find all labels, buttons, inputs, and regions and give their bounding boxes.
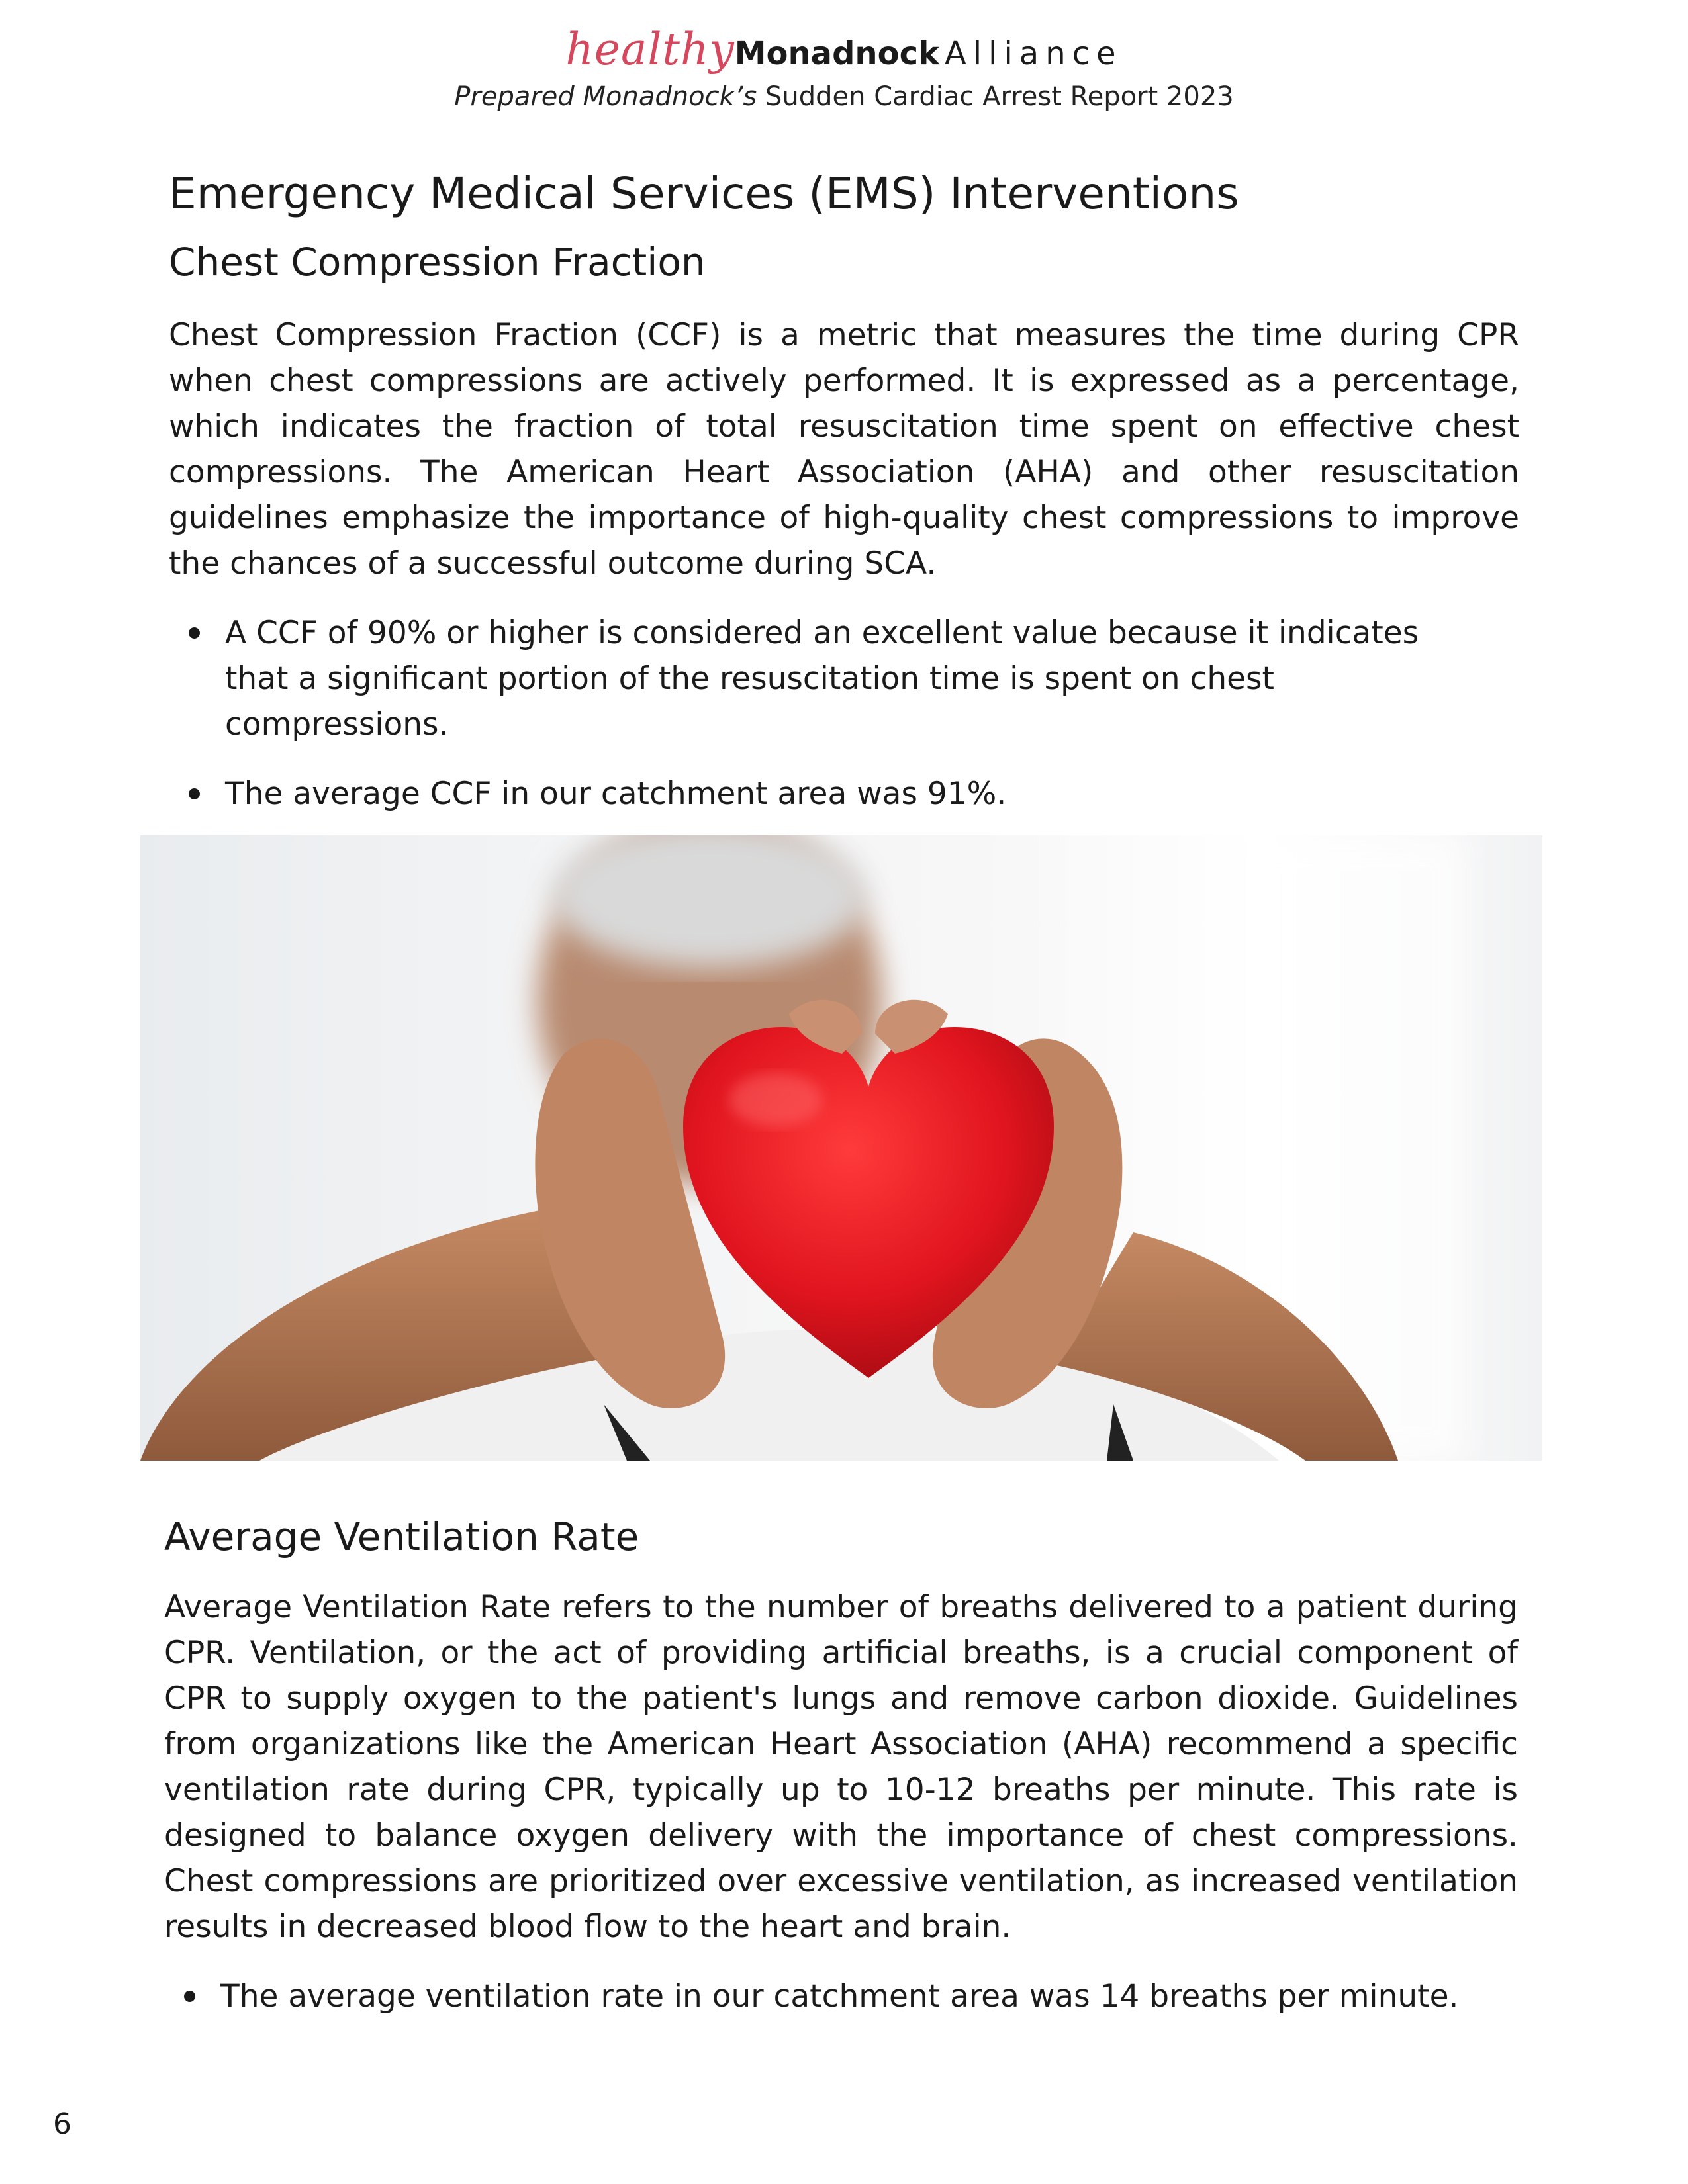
logo-bold-text: Monadnock bbox=[734, 35, 939, 72]
logo-light-text: Alliance bbox=[944, 35, 1123, 72]
bullet-icon bbox=[189, 627, 200, 639]
ventilation-section bbox=[164, 1510, 1518, 2019]
logo bbox=[0, 26, 1688, 77]
subtitle-italic: Prepared Monadnock’s bbox=[454, 81, 757, 112]
logo-script-text: healthy bbox=[565, 24, 735, 75]
heart-highlight bbox=[729, 1073, 822, 1126]
ccf-paragraph: Chest Compression Fraction (CCF) is a metric that measures the time during CPR when chest compressions are actively performed. It is expressed as a percentage, which indicates the fraction of total resuscitation time spent on effective chest compressions. The American Heart Association (AHA) and other resuscitation guidelines emphasize the importance of high-quality chest compressions to improve the chances of a successful outcome during SCA. bbox=[169, 317, 1519, 582]
ccf-bullet-list bbox=[169, 610, 1479, 817]
bullet-icon bbox=[184, 1991, 195, 2002]
heart-photo bbox=[140, 835, 1542, 1461]
page-number: 6 bbox=[53, 2107, 71, 2141]
page-header bbox=[0, 26, 1688, 114]
list-item: The average ventilation rate in our catchment area was 14 breaths per minute. bbox=[164, 1974, 1515, 2019]
ccf-heading: Chest Compression Fraction bbox=[169, 240, 706, 285]
heart-photo-icon bbox=[140, 835, 1542, 1461]
ventilation-bullet-list bbox=[164, 1974, 1515, 2019]
list-item: The average CCF in our catchment area was 91%. bbox=[169, 771, 1479, 817]
ventilation-heading: Average Ventilation Rate bbox=[164, 1514, 639, 1559]
bullet-icon bbox=[189, 788, 200, 799]
section-title: Emergency Medical Services (EMS) Interventions bbox=[169, 168, 1239, 219]
ccf-section bbox=[169, 164, 1519, 817]
list-item: A CCF of 90% or higher is considered an excellent value because it indicates that a significant portion of the resuscitation time is spent on chest compressions. bbox=[169, 610, 1479, 747]
subtitle-rest: Sudden Cardiac Arrest Report 2023 bbox=[757, 81, 1234, 112]
report-subtitle bbox=[0, 79, 1688, 114]
ventilation-paragraph: Average Ventilation Rate refers to the number of breaths delivered to a patient during CPR. Ventilation, or the act of providing artificial breaths, is a crucial component of CPR to supply oxygen to the patient's lungs and remove carbon dioxide. Guidelines from organizations like the American Heart Association (AHA) recommend a specific ventilation rate during CPR, typically up to 10-12 breaths per minute. This rate is designed to balance oxygen delivery with the importance of chest compressions. Chest compressions are prioritized over excessive ventilation, as increased ventilation results in decreased blood flow to the heart and brain. bbox=[164, 1589, 1518, 1945]
